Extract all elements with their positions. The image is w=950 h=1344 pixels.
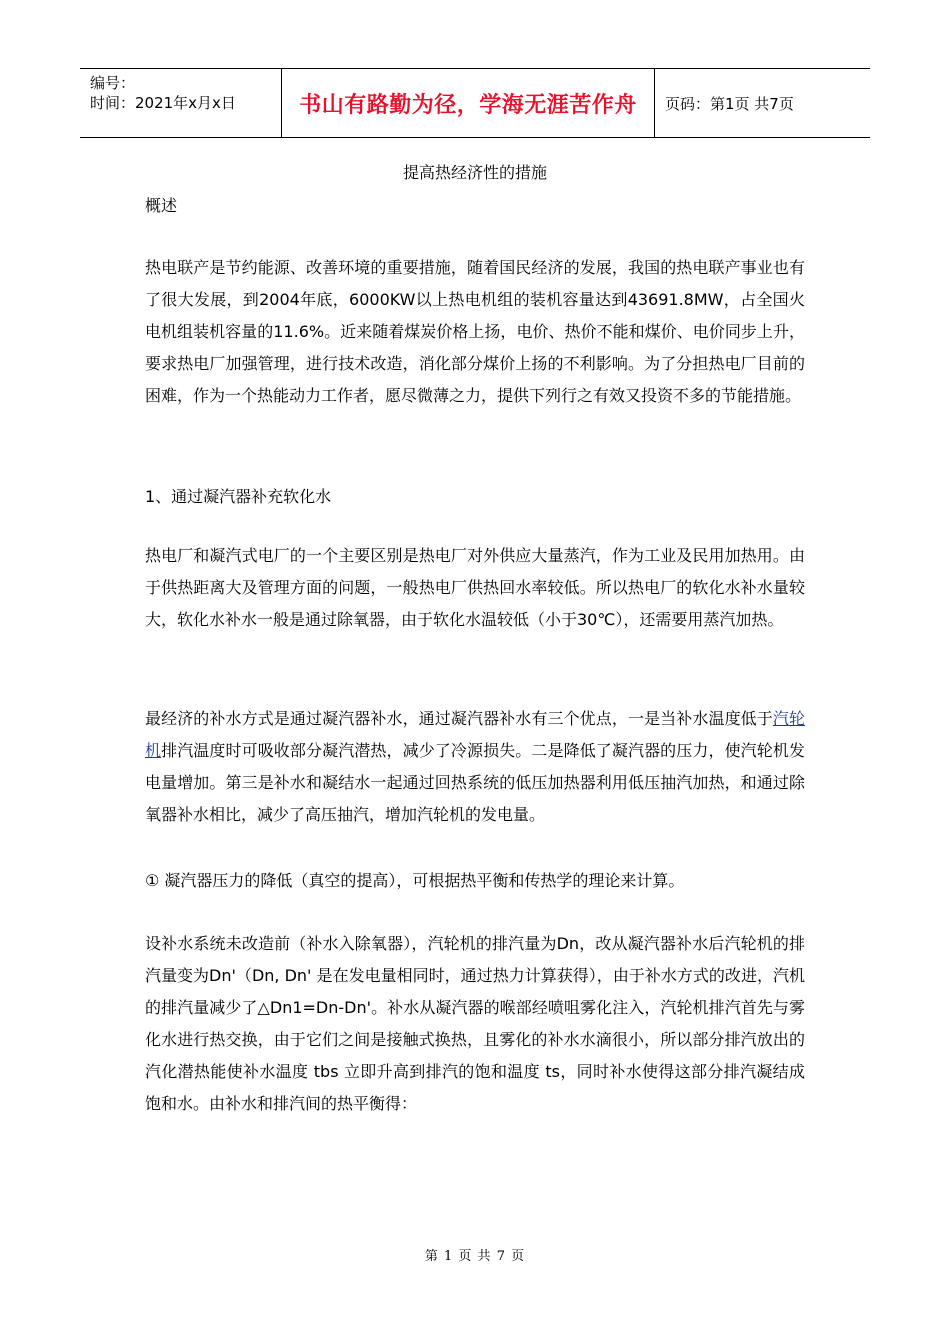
section-1-paragraph-1: 热电厂和凝汽式电厂的一个主要区别是热电厂对外供应大量蒸汽，作为工业及民用加热用。由于供热距离大及管理方面的问题，一般热电厂供热回水率较低。所以热电厂的软化水补水量较大，软化水补水一般是通过除氧器，由于软化水温较低（小于30℃），还需要用蒸汽加热。 — [145, 546, 805, 629]
section-1-heading: 1、通过凝汽器补充软化水 — [145, 487, 332, 506]
header-motto: 书山有路勤为径，学海无涯苦作舟 — [281, 69, 655, 137]
point-1: ① 凝汽器压力的降低（真空的提高），可根据热平衡和传热学的理论来计算。 — [145, 871, 685, 890]
para-2-text-before: 最经济的补水方式是通过凝汽器补水，通过凝汽器补水有三个优点，一是当补水温度低于 — [145, 709, 773, 728]
turbine-link[interactable]: 汽轮机 — [145, 709, 805, 760]
number-label: 编号： — [90, 74, 136, 92]
header-page-code: 页码：第1页 共7页 — [665, 94, 794, 113]
page-footer: 第 1 页 共 7 页 — [424, 1249, 526, 1264]
page-header — [80, 68, 870, 138]
header-meta — [80, 69, 281, 137]
section-1-paragraph-2 — [145, 703, 805, 831]
time-label: 时间：2021年x月x日 — [90, 94, 236, 112]
para-2-text-after: 排汽温度时可吸收部分凝汽潜热，减少了冷源损失。二是降低了凝汽器的压力，使汽轮机发电量增加。第三是补水和凝结水一起通过回热系统的低压加热器利用低压抽汽加热，和通过除氧器补水相比，减少了高压抽汽，增加汽轮机的发电量。 — [145, 741, 805, 824]
section-1-paragraph-3: 设补水系统未改造前（补水入除氧器），汽轮机的排汽量为Dn，改从凝汽器补水后汽轮机的排汽量变为Dn'（Dn, Dn' 是在发电量相同时，通过热力计算获得），由于补水方式的改进，汽机的排汽量减少了△Dn1=Dn-Dn'。补水从凝汽器的喉部经喷咀雾化注入，汽轮机排汽首先与雾化水进行热交换，由于它们之间是接触式换热，且雾化的补水水滴很小，所以部分排汽放出的汽化潜热能使补水温度 tbs 立即升高到排汽的饱和温度 ts，同时补水使得这部分排汽凝结成饱和水。由补水和排汽间的热平衡得： — [145, 934, 805, 1113]
overview-paragraph: 热电联产是节约能源、改善环境的重要措施，随着国民经济的发展，我国的热电联产事业也有了很大发展，到2004年底，6000KW以上热电机组的装机容量达到43691.8MW，占全国火电机组装机容量的11.6%。近来随着煤炭价格上扬，电价、热价不能和煤价、电价同步上升，要求热电厂加强管理，进行技术改造，消化部分煤价上扬的不利影响。为了分担热电厂目前的困难，作为一个热能动力工作者，愿尽微薄之力，提供下列行之有效又投资不多的节能措施。 — [145, 258, 805, 405]
document-title: 提高热经济性的措施 — [402, 163, 547, 182]
overview-heading: 概述 — [145, 196, 178, 215]
